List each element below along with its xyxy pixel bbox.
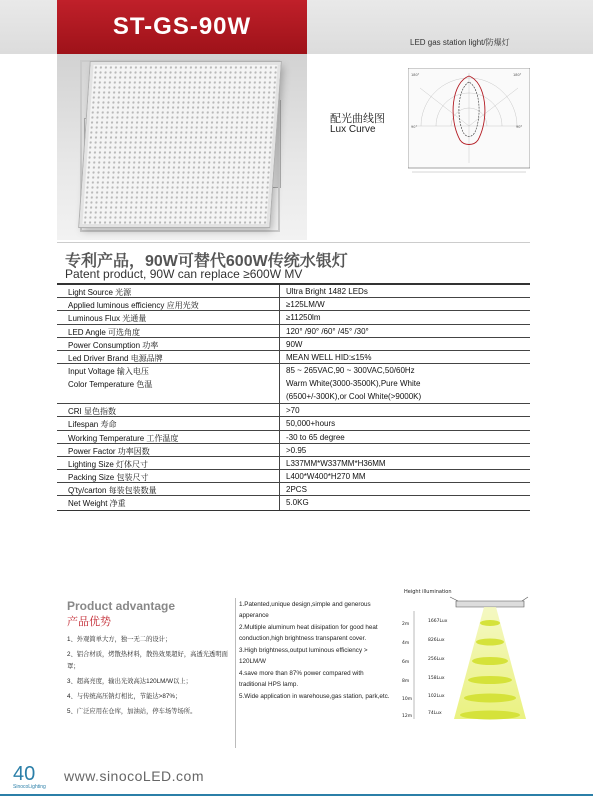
spec-value: 90W [286,339,303,349]
table-row [57,417,530,430]
spec-label: Net Weight 净重 [57,496,280,509]
svg-text:180°: 180° [513,73,522,77]
header-subtitle: LED gas station light/防爆灯 [410,38,510,47]
list-item: 2.Multiple aluminum heat diisipation for good heat conduction,high brightness transparent cover. [239,624,378,642]
spec-label: Q'ty/carton 每装包装数量 [57,483,280,495]
svg-text:90°: 90° [411,125,418,129]
table-row [57,364,530,404]
headline-cn: 专利产品，90W可替代600W传统水银灯 [65,253,348,270]
spec-label: Lifespan 寿命 [57,417,280,429]
footer-line [0,794,593,796]
table-row [57,496,530,509]
lux-label: 826Lux [428,638,445,643]
height-label: 12m [402,714,413,719]
list-item: 1.Patented,unique design,simple and generous apperance [239,601,371,619]
table-row [57,351,530,364]
spec-label: Luminous Flux 光通量 [57,311,280,323]
lux-curve-chart [408,68,530,178]
spec-value: 120° /90° /60° /45° /30° [286,326,369,336]
height-label: 4m [402,641,410,646]
list-item: 3.High brightness,output luminous efficiency > 120LM/W [239,647,368,665]
website-link[interactable]: www.sinocoLED.com [64,768,204,784]
spec-label: Power Consumption 功率 [57,338,280,350]
height-label: 2m [402,622,410,627]
column-divider [235,598,236,748]
table-row [57,431,530,444]
list-item: 5、广泛应用在仓库，加油站，停车场等场所。 [67,708,197,715]
table-row [57,311,530,324]
spec-value: L337MM*W337MM*H36MM [286,458,386,468]
spec-value: 85 ~ 265VAC,90 ~ 300VAC,50/60Hz [286,366,415,376]
lux-label: 1667Lux [428,619,448,624]
height-illumination-diagram [398,585,530,725]
section-divider [57,242,530,243]
model-banner [57,0,307,54]
page-number: 40 [13,763,36,785]
led-panel-image [79,62,281,227]
table-row [57,298,530,311]
brand-name: SinocoLighting [13,784,46,790]
list-item: 2、铝合材质，烤散热材料，散热效果超好，高透光透明面罩； [67,651,228,670]
spec-value: ≥11250lm [286,313,321,323]
lux-label: 102Lux [428,694,445,699]
height-label: 6m [402,660,410,665]
spec-value: (6500+/-300K),or Cool White(>9000K) [286,392,422,402]
spec-table [57,283,530,511]
advantage-title-en: Product advantage [67,599,176,613]
spec-value: 50,000+hours [286,419,336,429]
table-row [57,285,530,298]
spec-value: 2PCS [286,485,307,495]
spec-label: Input Voltage 输入电压 [68,367,149,377]
table-row [57,325,530,338]
model-title: ST-GS-90W [112,13,252,40]
height-label: 8m [402,679,410,684]
table-row [57,483,530,496]
advantage-title-cn: 产品优势 [67,616,111,628]
svg-text:90°: 90° [516,125,523,129]
spec-value: L400*W400*H270 MM [286,472,366,482]
spec-label: LED Angle 可选角度 [57,325,280,337]
advantage-list-en [239,600,391,705]
spec-value: Warm White(3000-3500K),Pure White [286,379,421,389]
spec-label: Lighting Size 灯体尺寸 [57,457,280,469]
spec-label-group [57,364,280,403]
list-item: 4.save more than 87% power compared with traditional HPS lamp. [239,670,364,688]
svg-text:180°: 180° [411,73,420,77]
headline-en: Patent product, 90W can replace ≥600W MV [65,267,303,281]
lux-label: 158Lux [428,676,445,681]
lamp-fixture-icon [456,601,524,607]
spec-label: Working Temperature 工作温度 [57,431,280,443]
spec-value: >70 [286,406,300,416]
spec-label: Power Factor 功率因数 [57,444,280,456]
lux-label: 74Lux [428,711,442,716]
table-row [57,444,530,457]
lux-label: 256Lux [428,657,445,662]
spec-value: MEAN WELL HID:≤15% [286,352,372,362]
spec-value: -30 to 65 degree [286,432,345,442]
spec-label: Color Temperature 色温 [68,380,153,390]
height-illumination-title: Height illumination [404,589,452,595]
spec-label: Led Driver Brand 电源品牌 [57,351,280,363]
spec-label: Packing Size 包装尺寸 [57,470,280,482]
height-label: 10m [402,697,413,702]
table-row [57,404,530,417]
table-row [57,457,530,470]
list-item: 4、与传统高压钠灯相比，节能达>87%； [67,693,182,700]
spec-label: Applied luminous efficiency 应用光效 [57,298,280,310]
spec-value: ≥125LM/W [286,300,325,310]
list-item: 5.Wide application in warehouse,gas station, park,etc. [239,693,390,700]
spec-value: Ultra Bright 1482 LEDs [286,287,368,296]
lux-curve-label-en: Lux Curve [330,124,376,135]
advantage-list-cn [67,634,232,721]
table-row [57,338,530,351]
spec-value: >0.95 [286,445,307,455]
spec-label: Light Source 光源 [57,285,280,297]
list-item: 3、超高亮度，输出光效高达120LM/W以上； [67,678,192,685]
table-row [57,470,530,483]
spec-label: CRI 显色指数 [57,404,280,416]
lux-curve-label-cn: 配光曲线图 [330,113,385,125]
spec-value-group [280,364,530,403]
spec-value: 5.0KG [286,498,309,508]
list-item: 1、外观简单大方，独一无二的设计； [67,636,172,643]
